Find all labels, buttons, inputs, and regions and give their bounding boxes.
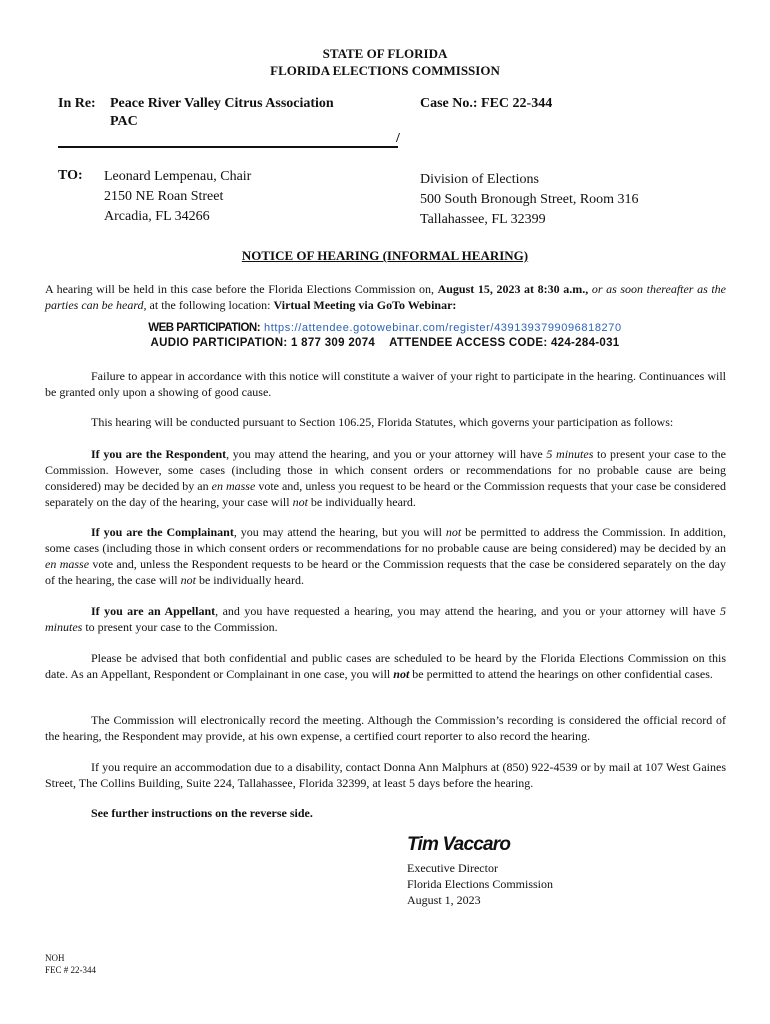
intro-paragraph: A hearing will be held in this case before the Florida Elections Commission on, August 15, 2023 at 8:30 a.m., or as soon thereafter as the parties can be heard, at the following location: Virtual Meeting via GoTo Webinar: xyxy=(45,282,726,312)
signature-date: August 1, 2023 xyxy=(407,893,481,907)
caption-rule xyxy=(58,146,398,148)
recording-paragraph: The Commission will electronically record the meeting. Although the Commission’s recording is considered the official record of the hearing, the Respondent may provide, at his own expense, a certified court reporter to also record the hearing. xyxy=(45,713,726,743)
audio-phone: AUDIO PARTICIPATION: 1 877 309 2074 xyxy=(150,337,376,349)
state-header: STATE OF FLORIDA xyxy=(322,46,448,61)
audio-participation xyxy=(0,337,770,349)
division-street: 500 South Bronough Street, Room 316 xyxy=(420,192,639,207)
footer-case-number: FEC # 22-344 xyxy=(45,965,97,975)
signature-block xyxy=(407,860,553,908)
web-label: WEB PARTICIPATION: xyxy=(148,322,261,334)
case-name-line2: PAC xyxy=(110,114,138,129)
recipient-city: Arcadia, FL 34266 xyxy=(104,209,210,224)
case-number: Case No.: FEC 22-344 xyxy=(420,96,553,111)
respondent-paragraph: If you are the Respondent, you may attend the hearing, and you or your attorney will have 5 minutes to present your case to the Commission. However, some cases (including those in which consent orders or recommendations for no probable cause are being considered) may be decided by an en masse vote and, unless you request to be heard or the Commission requests that your case be considered separately on the day of the hearing, your case will not be individually heard. xyxy=(45,447,727,509)
recipient-street: 2150 NE Roan Street xyxy=(104,189,224,204)
web-participation xyxy=(0,318,770,336)
caption-slash: / xyxy=(396,131,400,146)
signer-title: Executive Director xyxy=(407,861,498,875)
recipient-address xyxy=(104,167,251,227)
division-name: Division of Elections xyxy=(420,172,539,187)
notice-title: NOTICE OF HEARING (INFORMAL HEARING) xyxy=(241,248,529,263)
confidential-paragraph: Please be advised that both confidential and public cases are scheduled to be heard by the Florida Elections Commission on this date. As an Appellant, Respondent or Complainant in one case, you will not be permitted to attend the hearings on other confidential cases. xyxy=(45,651,726,681)
appellant-paragraph: If you are an Appellant, and you have requested a hearing, you may attend the hearing, and you or your attorney will have 5 minutes to present your case to the Commission. xyxy=(45,604,727,634)
footer-reference xyxy=(45,952,96,976)
signature: Tim Vaccaro xyxy=(407,834,511,855)
division-city: Tallahassee, FL 32399 xyxy=(420,212,546,227)
recipient-name: Leonard Lempenau, Chair xyxy=(104,169,252,184)
division-address xyxy=(420,170,639,230)
complainant-paragraph: If you are the Complainant, you may attend the hearing, but you will not be permitted to address the Commission. In addition, some cases (including those in which consent orders or recommendations for no probable cause are being considered) may be decided by an en masse vote and, unless the Respondent requests to be heard or the Commission requests that the case be considered separately on the day of the hearing, the case will not be individually heard. xyxy=(45,525,727,587)
access-code: ATTENDEE ACCESS CODE: 424-284-031 xyxy=(389,337,620,349)
to-label: TO: xyxy=(58,168,83,183)
case-name-line1: Peace River Valley Citrus Association xyxy=(110,96,334,111)
reverse-side-note: See further instructions on the reverse side. xyxy=(91,806,313,820)
in-re-label: In Re: xyxy=(58,96,96,111)
webinar-link[interactable]: https://attendee.gotowebinar.com/register/4391393799096818270 xyxy=(264,322,622,334)
failure-paragraph: Failure to appear in accordance with this notice will constitute a waiver of your right to participate in the hearing. Continuances will be granted only upon a showing of good cause. xyxy=(45,369,726,399)
signer-organization: Florida Elections Commission xyxy=(407,877,553,891)
footer-doc-type: NOH xyxy=(45,953,65,963)
commission-header: FLORIDA ELECTIONS COMMISSION xyxy=(270,63,500,78)
accommodation-paragraph: If you require an accommodation due to a disability, contact Donna Ann Malphurs at (850) 922-4539 or by mail at 107 West Gaines Street, The Collins Building, Suite 224, Tallahassee, Florida 32399, at least 5 days before the hearing. xyxy=(45,760,726,790)
statute-paragraph: This hearing will be conducted pursuant to Section 106.25, Florida Statutes, which governs your participation as follows: xyxy=(91,415,674,429)
